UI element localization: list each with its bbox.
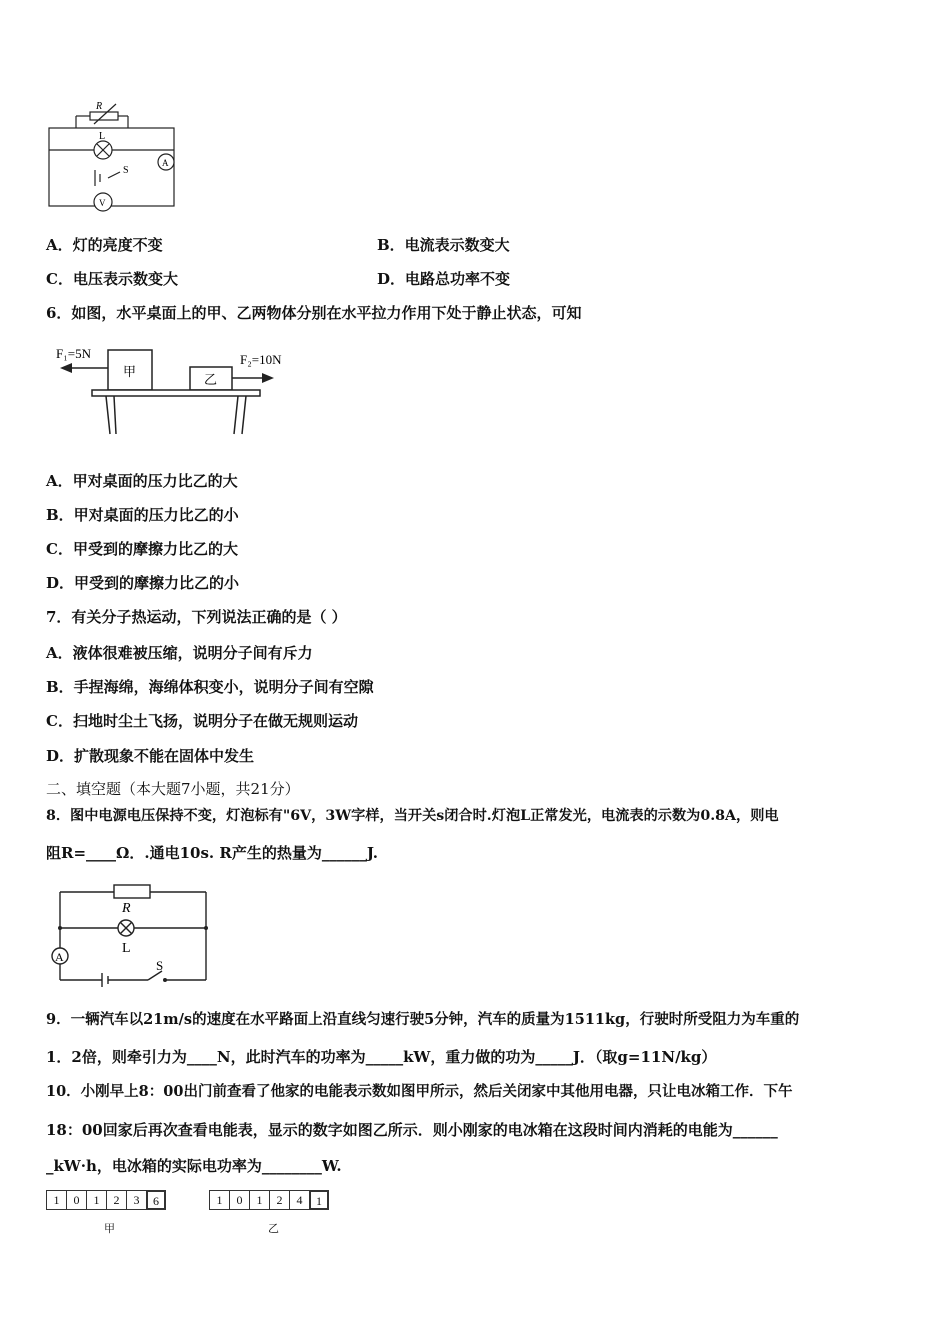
q6-option-c: C．甲受到的摩擦力比乙的大 bbox=[46, 540, 238, 558]
q5-option-c: C．电压表示数变大 bbox=[46, 270, 178, 288]
box-yi-label: 乙 bbox=[204, 372, 218, 387]
q6-option-a: A．甲对桌面的压力比乙的大 bbox=[46, 472, 238, 490]
q5-option-d: D．电路总功率不变 bbox=[377, 270, 511, 288]
q9-line1: 9．一辆汽车以21m/s的速度在水平路面上沿直线匀速行驶5分钟，汽车的质量为1511kg，行驶时所受阻力为车重的 bbox=[46, 1011, 800, 1028]
meter-digit: 0 bbox=[66, 1190, 86, 1210]
q6-stem: 6．如图，水平桌面上的甲、乙两物体分别在水平拉力作用下处于静止状态，可知 bbox=[46, 304, 582, 322]
table-diagram bbox=[52, 340, 302, 440]
section-heading: 二、填空题（本大题7小题，共21分） bbox=[46, 780, 300, 798]
circuit-diagram-1 bbox=[40, 98, 190, 216]
box-jia-label: 甲 bbox=[123, 364, 137, 379]
switch-label: S bbox=[123, 165, 129, 176]
energy-meter-jia bbox=[46, 1190, 166, 1210]
q6-option-d: D．甲受到的摩擦力比乙的小 bbox=[46, 574, 240, 592]
meter-digit: 3 bbox=[126, 1190, 146, 1210]
lamp-label: L bbox=[99, 131, 106, 142]
q7-option-b: B．手捏海绵，海绵体积变小，说明分子间有空隙 bbox=[46, 678, 374, 696]
meter-digit: 1 bbox=[209, 1190, 229, 1210]
q7-option-c: C．扫地时尘土飞扬，说明分子在做无规则运动 bbox=[46, 712, 358, 730]
q7-stem: 7．有关分子热运动，下列说法正确的是（ ） bbox=[46, 608, 347, 626]
q10-line1: 10．小刚早上8：00出门前查看了他家的电能表示数如图甲所示，然后关闭家中其他用电器，只让电冰箱工作．下午 bbox=[46, 1083, 793, 1100]
meter-digit: 0 bbox=[229, 1190, 249, 1210]
energy-meter-yi bbox=[209, 1190, 329, 1210]
meter-digit: 1 bbox=[309, 1190, 329, 1210]
q5-option-a: A．灯的亮度不变 bbox=[46, 236, 163, 254]
rheostat-label: R bbox=[96, 101, 103, 112]
resistor-label: R bbox=[122, 901, 131, 916]
meter-caption-jia: 甲 bbox=[104, 1223, 115, 1235]
ammeter-label-2: A bbox=[55, 950, 64, 964]
force-f1-label: F₁=5N bbox=[56, 346, 91, 361]
q10-line3: _kW·h，电冰箱的实际电功率为________W. bbox=[46, 1157, 342, 1175]
q7-option-d: D．扩散现象不能在固体中发生 bbox=[46, 747, 255, 765]
q8-line2: 阻R=____Ω．.通电10s. R产生的热量为______J. bbox=[46, 844, 378, 862]
q5-option-b: B．电流表示数变大 bbox=[377, 236, 510, 254]
lamp-label-2: L bbox=[122, 941, 131, 956]
q10-line2: 18：00回家后再次查看电能表，显示的数字如图乙所示．则小刚家的电冰箱在这段时间内消耗的电能为______ bbox=[46, 1121, 778, 1139]
meter-digit: 1 bbox=[86, 1190, 106, 1210]
circuit-diagram-2 bbox=[48, 880, 218, 988]
q8-line1: 8．图中电源电压保持不变，灯泡标有"6V，3W字样，当开关s闭合时.灯泡L正常发光，电流表的示数为0.8A，则电 bbox=[46, 808, 779, 824]
meter-digit: 2 bbox=[269, 1190, 289, 1210]
meter-digit: 1 bbox=[249, 1190, 269, 1210]
meter-digit: 6 bbox=[146, 1190, 166, 1210]
meter-caption-yi: 乙 bbox=[268, 1223, 279, 1235]
force-f2-label: F₂=10N bbox=[240, 352, 282, 367]
ammeter-label: A bbox=[162, 158, 169, 168]
q7-option-a: A．液体很难被压缩，说明分子间有斥力 bbox=[46, 644, 313, 662]
meter-digit: 1 bbox=[46, 1190, 66, 1210]
meter-digit: 4 bbox=[289, 1190, 309, 1210]
switch-label-2: S bbox=[156, 958, 164, 973]
q6-option-b: B．甲对桌面的压力比乙的小 bbox=[46, 506, 239, 524]
meter-digit: 2 bbox=[106, 1190, 126, 1210]
voltmeter-label: V bbox=[99, 198, 106, 208]
q9-line2: 1．2倍，则牵引力为____N，此时汽车的功率为_____kW，重力做的功为_____J．（取g=11N/kg） bbox=[46, 1048, 717, 1066]
